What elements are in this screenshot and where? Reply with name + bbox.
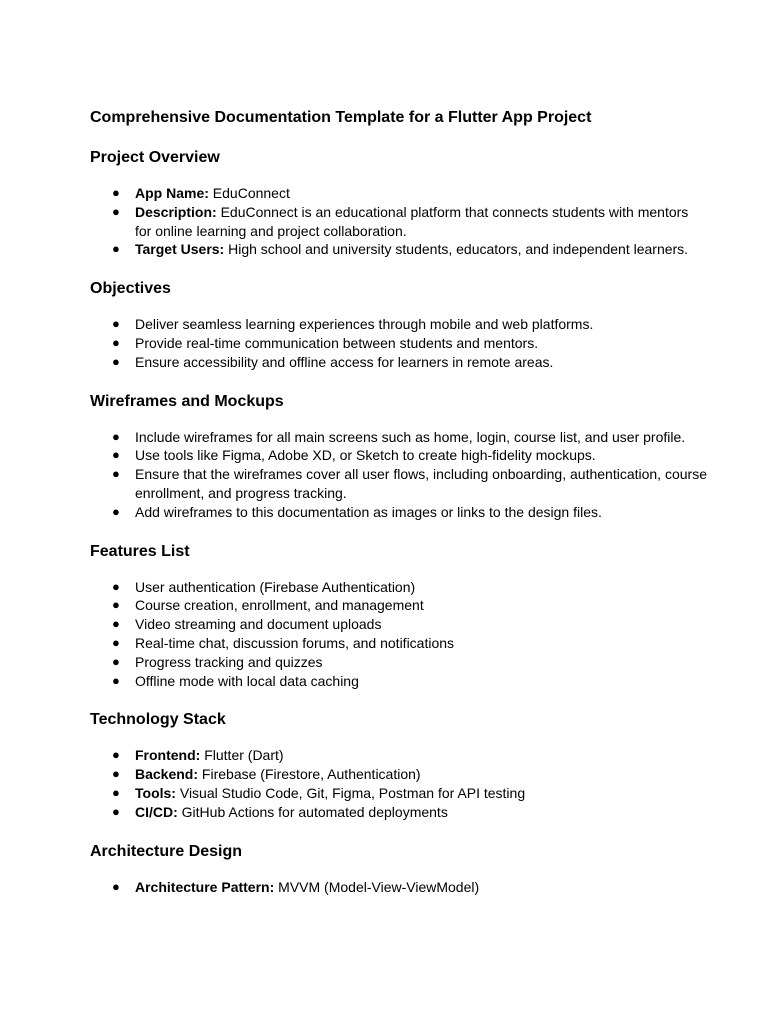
item-text: Video streaming and document uploads (135, 616, 382, 633)
item-label: Frontend: (135, 747, 201, 764)
item-text: Real-time chat, discussion forums, and notifications (135, 634, 455, 651)
item-text: Course creation, enrollment, and management (135, 597, 424, 614)
document-title: Comprehensive Documentation Template for a Flutter App Project (90, 109, 592, 126)
bullet-icon: ● (112, 747, 120, 763)
item-text: Deliver seamless learning experiences through mobile and web platforms. (135, 316, 594, 333)
item-text: Offline mode with local data caching (135, 672, 359, 689)
item-label: Backend: (135, 766, 199, 783)
list-item (90, 784, 708, 803)
bullet-icon: ● (112, 784, 120, 800)
section-heading: Objectives (90, 280, 171, 298)
section-heading: Wireframes and Mockups (90, 392, 284, 410)
item-text: Provide real-time communication between students and mentors. (135, 334, 539, 351)
list-item (90, 615, 708, 634)
item-text: Flutter (Dart) (200, 747, 284, 764)
bullet-icon: ● (112, 503, 120, 519)
bullet-icon: ● (112, 803, 120, 819)
section (90, 840, 708, 897)
item-text: GitHub Actions for automated deployments (177, 803, 448, 820)
section (90, 390, 708, 522)
item-label: CI/CD: (135, 803, 178, 820)
item-text: User authentication (Firebase Authentication) (135, 578, 416, 595)
section-heading: Features List (90, 542, 190, 560)
bullet-icon: ● (112, 634, 120, 650)
list-item (90, 446, 708, 465)
section-heading: Architecture Design (90, 842, 243, 860)
bullet-icon: ● (112, 241, 120, 257)
item-text: High school and university students, educators, and independent learners. (224, 241, 689, 258)
item-text: Include wireframes for all main screens such as home, login, course list, and user profile. (135, 428, 686, 445)
bullet-icon: ● (112, 353, 120, 369)
bullet-list (90, 315, 708, 371)
bullet-icon: ● (112, 185, 120, 200)
bullet-icon: ● (112, 334, 120, 350)
list-item (90, 465, 708, 503)
list-item (90, 578, 708, 597)
bullet-list (90, 746, 708, 821)
item-text: MVVM (Model-View-ViewModel) (274, 878, 480, 895)
item-text: EduConnect is an educational platform that connects students with mentors for online learning and project collaboration. (135, 203, 689, 239)
section (90, 540, 708, 691)
item-label: Tools: (135, 784, 176, 801)
bullet-icon: ● (112, 766, 120, 782)
item-text: Visual Studio Code, Git, Figma, Postman for API testing (175, 784, 526, 801)
item-text: Progress tracking and quizzes (135, 653, 323, 670)
section (90, 277, 708, 371)
list-item (90, 503, 708, 522)
bullet-icon: ● (112, 878, 120, 894)
item-text: Ensure that the wireframes cover all user flows, including onboarding, authentication, course enrollment, and progress tracking. (135, 466, 707, 501)
bullet-list (90, 578, 708, 691)
item-label: Description: (135, 203, 217, 220)
item-text: Ensure accessibility and offline access for learners in remote areas. (135, 353, 554, 370)
bullet-icon: ● (112, 203, 120, 219)
item-text: Firebase (Firestore, Authentication) (198, 766, 421, 783)
bullet-icon: ● (112, 466, 120, 482)
item-label: Target Users: (135, 241, 225, 258)
list-item (90, 878, 708, 897)
list-item (90, 746, 708, 765)
list-item (90, 240, 708, 259)
list-item (90, 334, 708, 353)
bullet-icon: ● (112, 316, 120, 332)
list-item (90, 596, 708, 615)
item-text: EduConnect (208, 185, 290, 201)
section-heading: Technology Stack (90, 711, 226, 729)
list-item (90, 653, 708, 672)
list-item (90, 634, 708, 653)
bullet-list (90, 878, 708, 897)
bullet-icon: ● (112, 672, 120, 688)
list-item (90, 765, 708, 784)
bullet-icon: ● (112, 597, 120, 613)
list-item (90, 428, 708, 447)
item-label: App Name: (135, 185, 209, 201)
list-item (90, 672, 708, 691)
list-item (90, 203, 708, 241)
list-item (90, 315, 708, 334)
section (90, 708, 708, 821)
document-sections (90, 146, 708, 896)
item-label: Architecture Pattern: (135, 878, 275, 895)
bullet-list (90, 184, 708, 259)
item-text: Use tools like Figma, Adobe XD, or Sketch to create high-fidelity mockups. (135, 447, 596, 464)
bullet-icon: ● (112, 447, 120, 463)
list-item (90, 803, 708, 822)
list-item (90, 184, 708, 203)
bullet-list (90, 428, 708, 522)
bullet-icon: ● (112, 578, 120, 594)
item-text: Add wireframes to this documentation as images or links to the design files. (135, 503, 602, 520)
bullet-icon: ● (112, 616, 120, 632)
bullet-icon: ● (112, 653, 120, 669)
bullet-icon: ● (112, 428, 120, 444)
section-heading: Project Overview (90, 149, 220, 166)
section (90, 146, 708, 259)
list-item (90, 353, 708, 372)
